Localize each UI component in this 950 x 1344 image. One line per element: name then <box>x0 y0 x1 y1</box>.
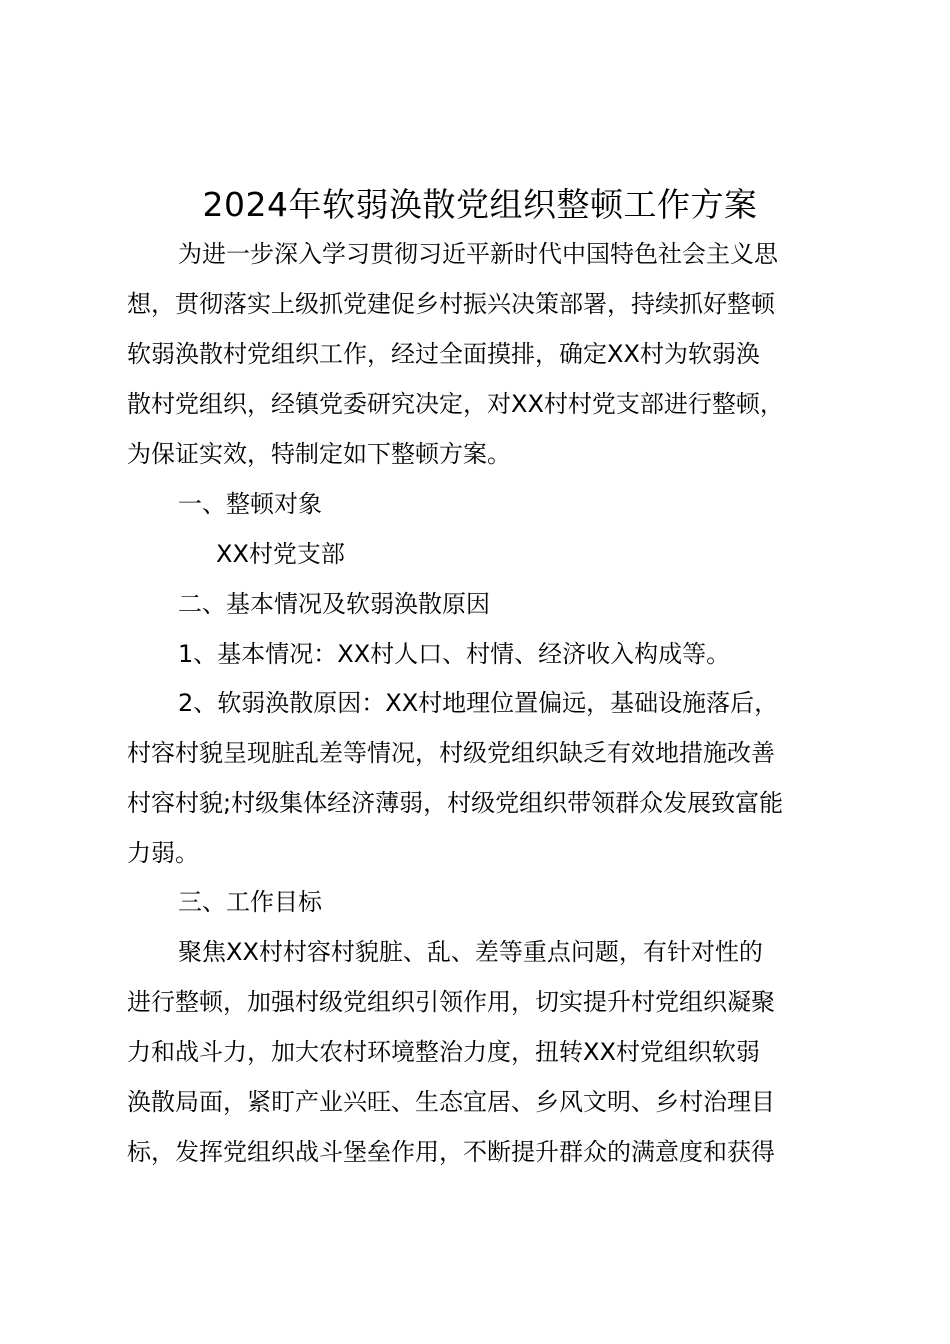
paragraph-line: 为进一步深入学习贯彻习近平新时代中国特色社会主义思 <box>178 240 778 268</box>
document-title: 2024年软弱涣散党组织整顿工作方案 <box>202 185 758 224</box>
paragraph-line: 软弱涣散村党组织工作，经过全面摸排，确定XX村为软弱涣 <box>127 340 760 368</box>
paragraph-line: 为保证实效，特制定如下整顿方案。 <box>127 440 511 468</box>
paragraph-line: 力和战斗力，加大农村环境整治力度，扭转XX村党组织软弱 <box>127 1038 760 1066</box>
paragraph-line: 聚焦XX村村容村貌脏、乱、差等重点问题，有针对性的 <box>178 938 763 966</box>
paragraph-line: 标，发挥党组织战斗堡垒作用，不断提升群众的满意度和获得 <box>127 1138 775 1166</box>
paragraph-line: 力弱。 <box>127 839 199 867</box>
paragraph-line: 涣散局面，紧盯产业兴旺、生态宜居、乡风文明、乡村治理目 <box>127 1088 775 1116</box>
paragraph-line: 想，贯彻落实上级抓党建促乡村振兴决策部署，持续抓好整顿 <box>127 290 775 318</box>
paragraph-line: 进行整顿，加强村级党组织引领作用，切实提升村党组织凝聚 <box>127 988 775 1016</box>
section-heading: 三、工作目标 <box>178 888 322 916</box>
paragraph-line: 散村党组织，经镇党委研究决定，对XX村村党支部进行整顿， <box>127 390 784 418</box>
paragraph-line: 2、软弱涣散原因：XX村地理位置偏远，基础设施落后， <box>178 689 779 717</box>
section-heading: 二、基本情况及软弱涣散原因 <box>178 590 490 618</box>
paragraph-line: XX村党支部 <box>216 540 345 568</box>
paragraph-line: 村容村貌;村级集体经济薄弱，村级党组织带领群众发展致富能 <box>127 789 784 817</box>
section-heading: 一、整顿对象 <box>178 490 322 518</box>
paragraph-line: 村容村貌呈现脏乱差等情况，村级党组织缺乏有效地措施改善 <box>127 739 775 767</box>
paragraph-line: 1、基本情况：XX村人口、村情、经济收入构成等。 <box>178 640 731 668</box>
